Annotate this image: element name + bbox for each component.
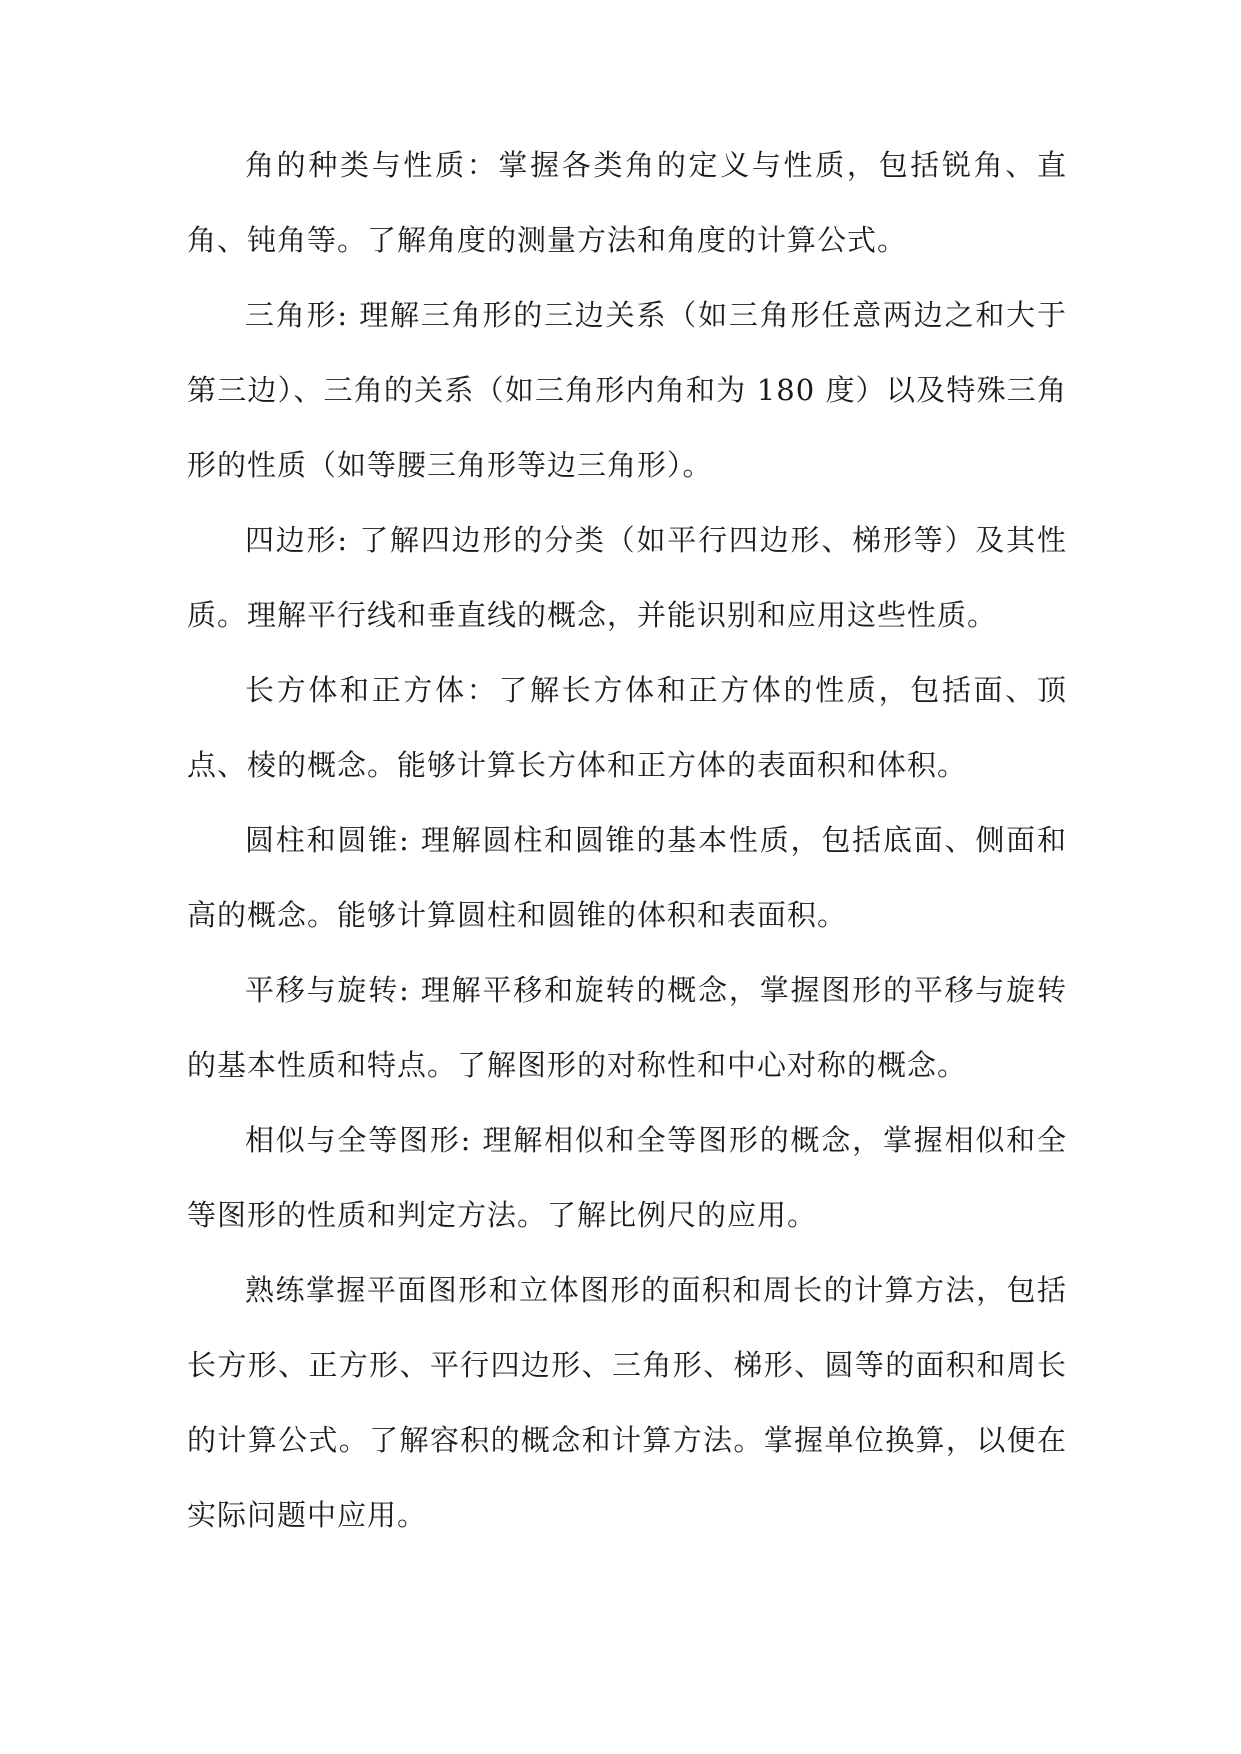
paragraph-cuboid-cube: 长方体和正方体：了解长方体和正方体的性质，包括面、顶点、棱的概念。能够计算长方体和正方体的表面积和体积。	[187, 673, 1067, 782]
document-body	[187, 128, 1067, 1553]
paragraph-angles: 角的种类与性质：掌握各类角的定义与性质，包括锐角、直角、钝角等。了解角度的测量方法和角度的计算公式。	[187, 148, 1067, 257]
paragraph-triangles: 三角形: 理解三角形的三边关系（如三角形任意两边之和大于第三边）、三角的关系（如三角形内角和为 180 度）以及特殊三角形的性质（如等腰三角形等边三角形）。	[187, 298, 1067, 482]
paragraph-cylinder-cone: 圆柱和圆锥: 理解圆柱和圆锥的基本性质，包括底面、侧面和高的概念。能够计算圆柱和圆锥的体积和表面积。	[187, 823, 1067, 932]
paragraph-quadrilaterals: 四边形: 了解四边形的分类（如平行四边形、梯形等）及其性质。理解平行线和垂直线的概念，并能识别和应用这些性质。	[187, 523, 1067, 632]
paragraph-similar-congruent: 相似与全等图形: 理解相似和全等图形的概念，掌握相似和全等图形的性质和判定方法。了解比例尺的应用。	[187, 1123, 1067, 1232]
paragraph-translation-rotation: 平移与旋转: 理解平移和旋转的概念，掌握图形的平移与旋转的基本性质和特点。了解图形的对称性和中心对称的概念。	[187, 973, 1067, 1082]
paragraph-area-perimeter: 熟练掌握平面图形和立体图形的面积和周长的计算方法，包括长方形、正方形、平行四边形、三角形、梯形、圆等的面积和周长的计算公式。了解容积的概念和计算方法。掌握单位换算，以便在实际问题中应用。	[187, 1273, 1067, 1532]
